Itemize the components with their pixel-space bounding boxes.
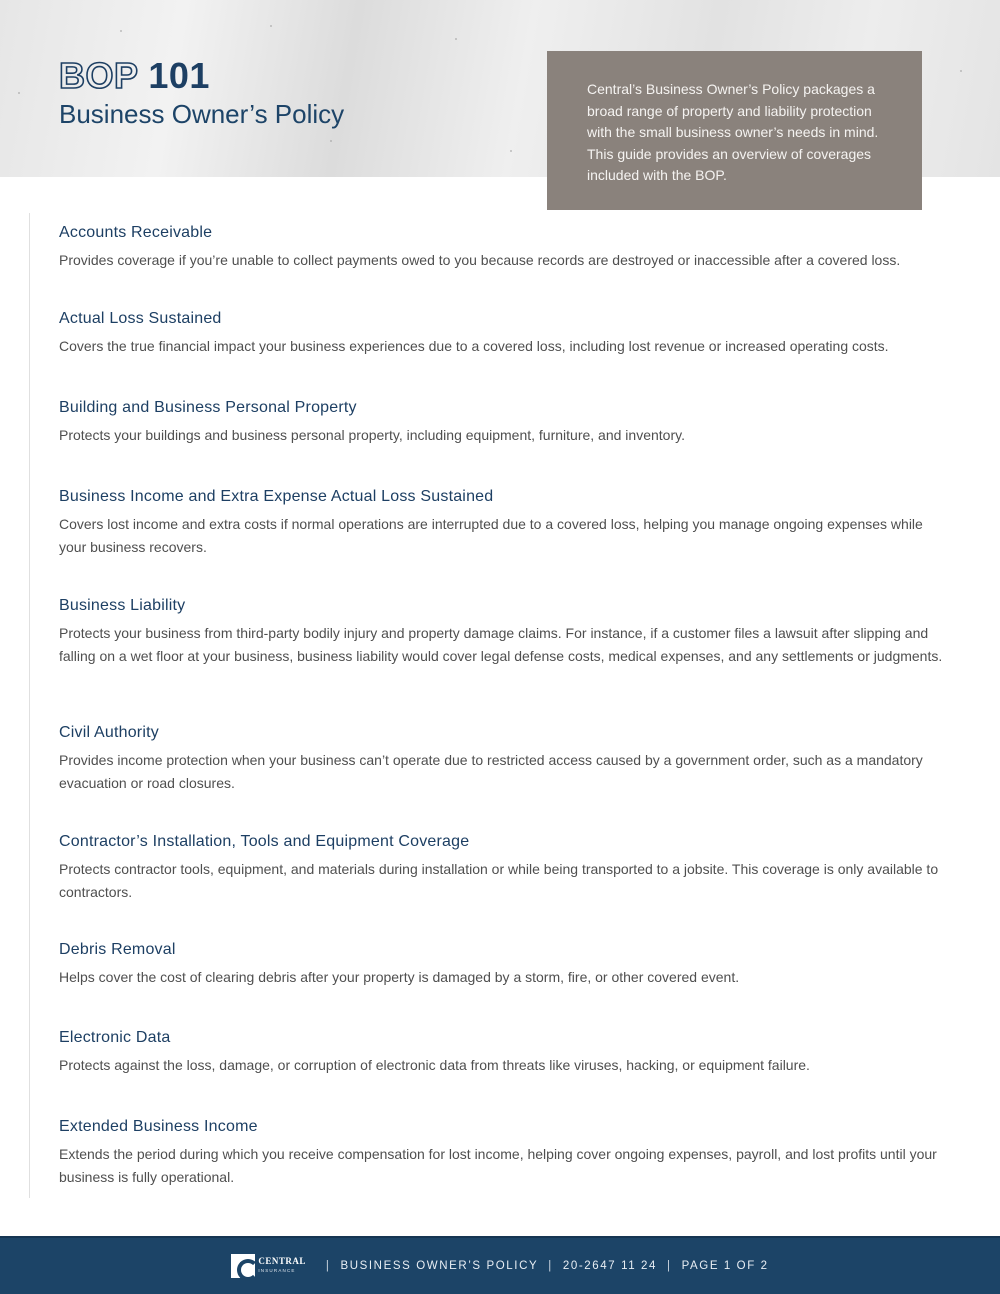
coverage-description: Protects your business from third-party bodily injury and property damage claims. For instance, if a customer files a lawsuit after slipping and falling on a wet floor at your business, business liability would cover legal defense costs, medical expenses, and any settlements or judgments. bbox=[59, 625, 943, 664]
coverage-item bbox=[59, 308, 944, 358]
coverage-description: Provides coverage if you’re unable to collect payments owed to you because records are destroyed or inaccessible after a covered loss. bbox=[59, 252, 901, 268]
coverage-item bbox=[59, 939, 944, 989]
coverage-item bbox=[59, 1027, 944, 1077]
coverage-description: Protects against the loss, damage, or corruption of electronic data from threats like viruses, hacking, or equipment failure. bbox=[59, 1057, 810, 1073]
footer-separator: | bbox=[667, 1260, 672, 1272]
coverage-description: Covers the true financial impact your business experiences due to a covered loss, including lost revenue or increased operating costs. bbox=[59, 338, 889, 354]
footer-separator: | bbox=[325, 1260, 331, 1272]
footer-doc-name: BUSINESS OWNER’S POLICY bbox=[340, 1260, 539, 1272]
coverage-description: Protects contractor tools, equipment, and materials during installation or while being transported to a jobsite. This coverage is only available to contractors. bbox=[59, 861, 939, 900]
coverage-title: Civil Authority bbox=[59, 724, 159, 741]
coverage-description: Helps cover the cost of clearing debris after your property is damaged by a storm, fire, or other covered event. bbox=[59, 969, 740, 985]
coverage-title: Debris Removal bbox=[59, 941, 176, 958]
title-101: 101 bbox=[148, 55, 210, 96]
page-subtitle: Business Owner’s Policy bbox=[59, 99, 345, 129]
page-title bbox=[59, 56, 344, 96]
footer-page-number: PAGE 1 OF 2 bbox=[681, 1260, 769, 1272]
coverage-item bbox=[59, 486, 944, 559]
coverage-title: Building and Business Personal Property bbox=[59, 399, 357, 416]
central-logo bbox=[231, 1254, 306, 1278]
coverage-item bbox=[59, 1116, 944, 1189]
coverage-item bbox=[59, 222, 944, 272]
coverage-title: Accounts Receivable bbox=[59, 224, 213, 241]
coverage-title: Business Liability bbox=[59, 597, 186, 614]
logo-wordmark: CENTRAL bbox=[258, 1256, 306, 1266]
coverage-description: Provides income protection when your business can’t operate due to restricted access caused by a government order, such as a mandatory evacuation or road closures. bbox=[59, 752, 923, 791]
coverage-description: Covers lost income and extra costs if normal operations are interrupted due to a covered loss, helping you manage ongoing expenses while your business recovers. bbox=[59, 516, 923, 555]
coverage-title: Extended Business Income bbox=[59, 1118, 258, 1135]
coverage-item bbox=[59, 722, 944, 795]
coverage-title: Actual Loss Sustained bbox=[59, 310, 222, 327]
title-bop: BOP bbox=[59, 55, 138, 96]
left-divider bbox=[29, 213, 30, 1198]
coverage-title: Contractor’s Installation, Tools and Equipment Coverage bbox=[59, 833, 470, 850]
coverage-item bbox=[59, 595, 944, 668]
central-logo-icon bbox=[231, 1254, 255, 1278]
coverage-description: Extends the period during which you receive compensation for lost income, helping cover ongoing expenses, payroll, and lost profits until your business is fully operational. bbox=[59, 1146, 937, 1185]
intro-box bbox=[547, 51, 922, 210]
page-title-block bbox=[59, 56, 344, 130]
footer-separator: | bbox=[548, 1260, 553, 1272]
coverage-description: Protects your buildings and business personal property, including equipment, furniture, and inventory. bbox=[59, 427, 685, 443]
intro-text: Central’s Business Owner’s Policy packages a broad range of property and liability protection with the small business owner’s needs in mind. This guide provides an overview of coverages included with the BOP. bbox=[587, 81, 879, 183]
page-footer bbox=[0, 1236, 1000, 1294]
coverage-title: Business Income and Extra Expense Actual Loss Sustained bbox=[59, 488, 494, 505]
footer-doc-code: 20-2647 11 24 bbox=[562, 1260, 657, 1272]
coverage-item bbox=[59, 397, 944, 447]
logo-subtext: INSURANCE bbox=[258, 1268, 296, 1273]
coverage-title: Electronic Data bbox=[59, 1029, 171, 1046]
coverage-item bbox=[59, 831, 944, 904]
